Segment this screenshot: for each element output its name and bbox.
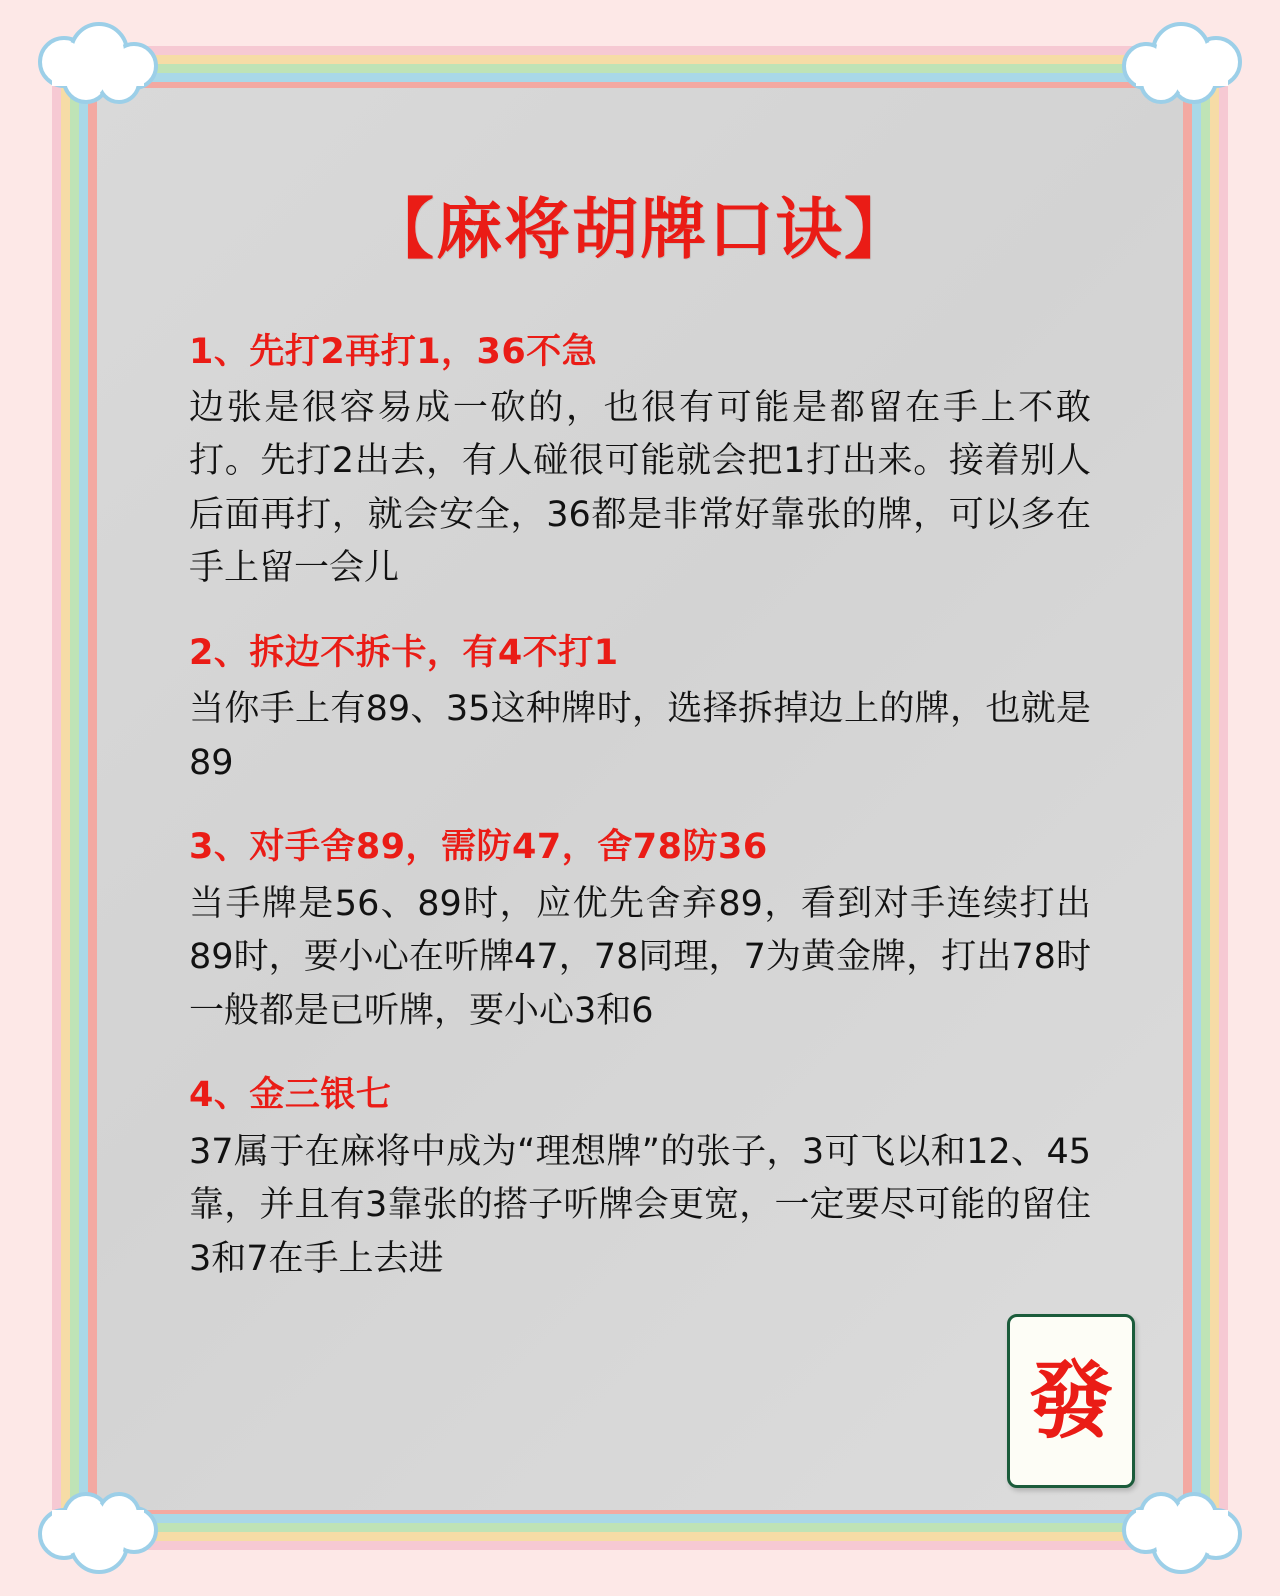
content-body [97,329,1183,1287]
section-4 [189,1072,1091,1286]
page-title: 【麻将胡牌口诀】 [368,191,912,268]
section-3-body: 当手牌是56、89时，应优先舍弃89，看到对手连续打出89时，要小心在听牌47，78同理，7为黄金牌，打出78时一般都是已听牌，要小心3和6 [189,883,1091,1031]
section-1-heading: 1、先打2再打1，36不急 [189,331,598,372]
mahjong-tile [1007,1314,1135,1488]
section-1 [189,329,1091,596]
section-3-heading: 3、对手舍89，需防47，舍78防36 [189,827,768,868]
section-2-body: 当你手上有89、35这种牌时，选择拆掉边上的牌，也就是89 [189,689,1091,783]
content-card [97,88,1183,1510]
section-4-heading: 4、金三银七 [189,1075,392,1116]
section-4-body: 37属于在麻将中成为“理想牌”的张子，3可飞以和12、45靠，并且有3靠张的搭子听牌会更宽，一定要尽可能的留住3和7在手上去进 [189,1131,1091,1279]
cloud-icon-top-right [1106,20,1256,112]
section-1-body: 边张是很容易成一砍的，也很有可能是都留在手上不敢打。先打2出去，有人碰很可能就会把1打出来。接着别人后面再打，就会安全，36都是非常好靠张的牌，可以多在手上留一会儿 [189,387,1091,589]
section-3 [189,824,1091,1038]
section-2-heading: 2、拆边不拆卡，有4不打1 [189,633,619,674]
mahjong-tile-character: 發 [1028,1352,1113,1450]
cloud-icon-bottom-right [1106,1484,1256,1576]
cloud-icon-top-left [24,20,174,112]
cloud-icon-bottom-left [24,1484,174,1576]
section-2 [189,630,1091,790]
